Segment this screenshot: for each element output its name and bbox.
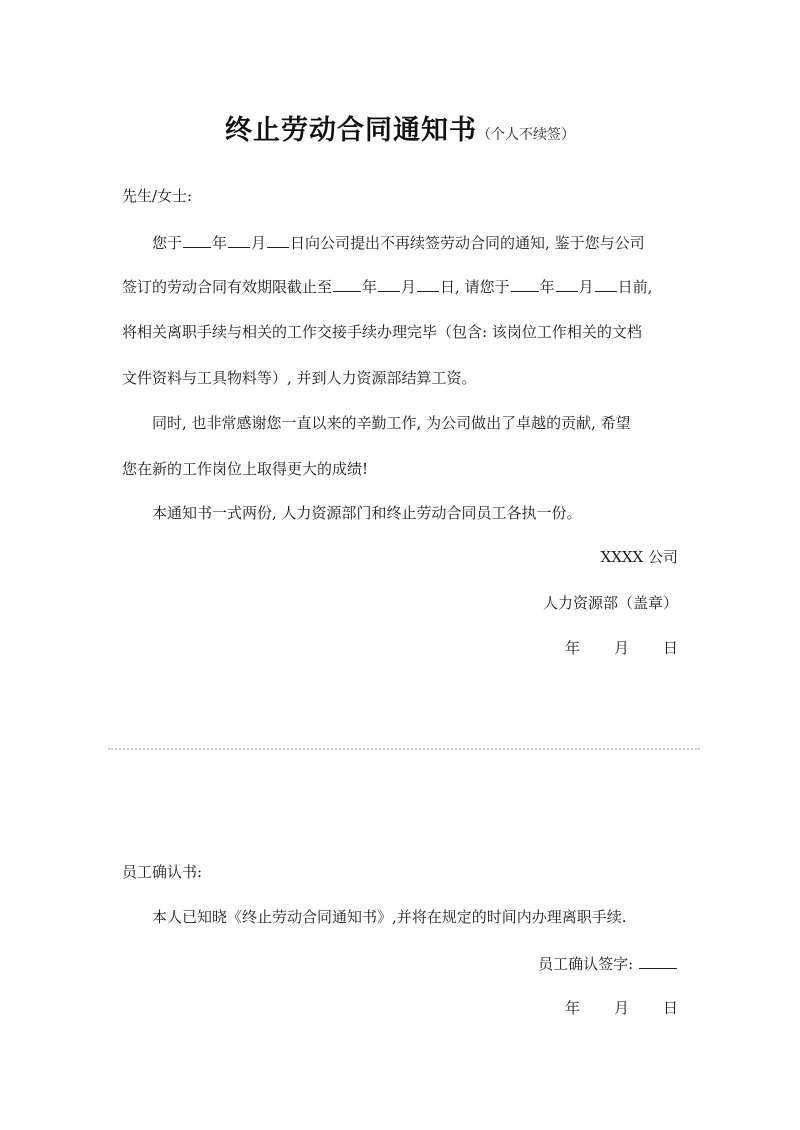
text: 您于 [152, 234, 183, 252]
day-label: 日 [662, 639, 678, 657]
year-label: 年 [564, 639, 580, 657]
para1-line4: 文件资料与工具物料等）, 并到人力资源部结算工资。 [122, 369, 477, 387]
confirmation-date [565, 998, 678, 1018]
salutation: 先生/女士: [122, 187, 193, 205]
text: 日向公司提出不再续签劳动合同的通知, 鉴于您与公司 [290, 234, 645, 252]
text: 月 [251, 234, 267, 252]
text: 年 [212, 234, 228, 252]
signature-line [538, 953, 678, 974]
deadline-year-blank[interactable] [511, 276, 539, 292]
signoff-date [565, 638, 678, 658]
deadline-month-blank[interactable] [556, 276, 578, 292]
para3: 本通知书一式两份, 人力资源部门和终止劳动合同员工各执一份。 [152, 504, 582, 522]
text: 年 [362, 278, 378, 296]
end-year-blank[interactable] [333, 276, 361, 292]
confirmation-statement: 本人已知晓《终止劳动合同通知书》,并将在规定的时间内办理离职手续. [152, 908, 627, 926]
signature-label: 员工确认签字: [538, 955, 634, 973]
para2-line1: 同时, 也非常感谢您一直以来的辛勤工作, 为公司做出了卓越的贡献, 希望 [152, 414, 631, 432]
text: 日, 请您于 [440, 278, 510, 296]
para1-line3: 将相关离职手续与相关的工作交接手续办理完毕（包含: 该岗位工作相关的文档 [122, 323, 642, 341]
year-label: 年 [564, 999, 580, 1017]
section-divider [108, 748, 700, 750]
deadline-day-blank[interactable] [595, 276, 617, 292]
day-label: 日 [662, 999, 678, 1017]
document-title [0, 108, 800, 147]
text: 签订的劳动合同有效期限截止至 [122, 278, 333, 296]
text: 月 [401, 278, 417, 296]
month-blank[interactable] [228, 232, 250, 248]
year-blank[interactable] [183, 232, 211, 248]
month-label: 月 [613, 639, 629, 657]
day-blank[interactable] [267, 232, 289, 248]
end-month-blank[interactable] [378, 276, 400, 292]
month-label: 月 [613, 999, 629, 1017]
para1-line1 [152, 232, 645, 253]
title-subtitle: （个人不续签） [477, 127, 575, 143]
para2-line2: 您在新的工作岗位上取得更大的成绩! [122, 460, 369, 478]
department-stamp: 人力资源部（盖章） [542, 594, 678, 612]
end-day-blank[interactable] [417, 276, 439, 292]
text: 日前, [617, 278, 653, 296]
company-name: XXXX 公司 [600, 548, 678, 566]
text: 月 [578, 278, 594, 296]
title-main: 终止劳动合同通知书 [225, 115, 477, 146]
para1-line2 [122, 276, 652, 297]
confirmation-heading: 员工确认书: [122, 863, 203, 881]
signature-blank[interactable] [639, 953, 677, 969]
text: 年 [539, 278, 555, 296]
